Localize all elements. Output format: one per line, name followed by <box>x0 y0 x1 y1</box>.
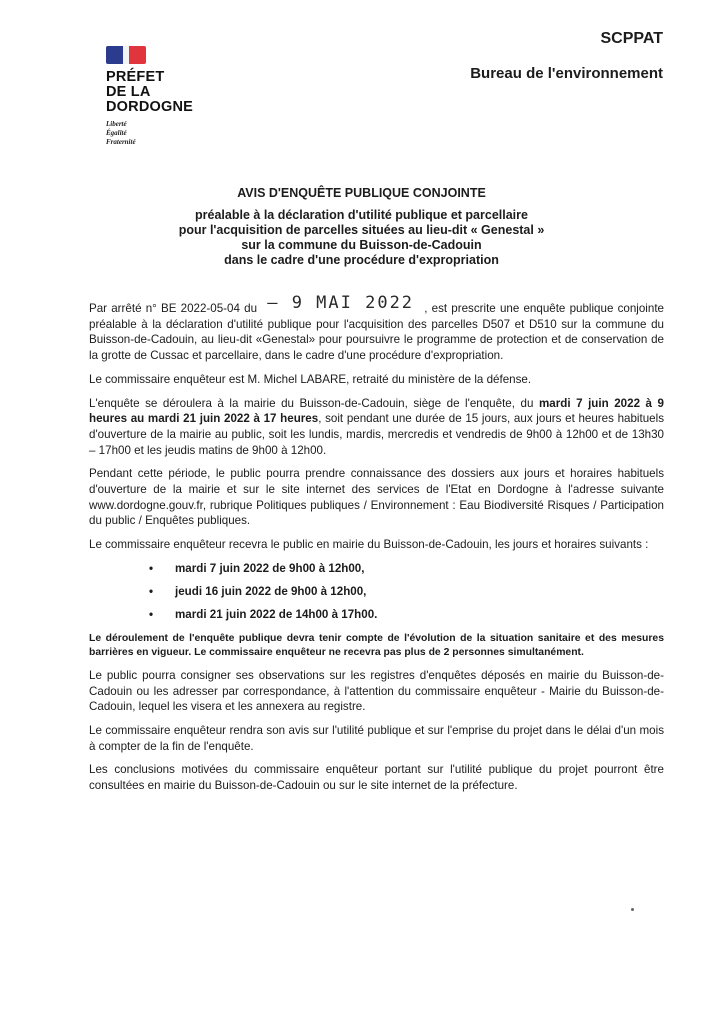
prefecture-name-line: PRÉFET <box>106 69 165 85</box>
conclusions-paragraph: Les conclusions motivées du commissaire enquêteur portant sur l'utilité publique du projet pourront être consultées en mairie du Buisson-de-Cadouin ou sur le site internet de la préfecture. <box>89 763 664 793</box>
prefecture-name <box>106 70 226 115</box>
inquiry-period-intro: L'enquête se déroulera à la mairie du Buisson-de-Cadouin, siège de l'enquête, du <box>89 396 539 410</box>
notice-subtitle-line: pour l'acquisition de parcelles situées au lieu-dit « Genestal » <box>178 223 545 237</box>
prefecture-name-line: DE LA <box>106 84 151 100</box>
bullet-icon: • <box>149 561 154 575</box>
decree-paragraph <box>89 293 665 364</box>
sanitary-notice: Le déroulement de l'enquête publique devra tenir compte de l'évolution de la situation sanitaire et des mesures barrières en vigueur. Le commissaire enquêteur ne recevra pas plus de 2 personnes simultanément. <box>89 632 664 658</box>
notice-title <box>60 186 663 268</box>
decree-prefix: Par arrêté n° BE 2022-05-04 du <box>89 302 262 315</box>
list-item <box>89 603 664 626</box>
reception-paragraph: Le commissaire enquêteur recevra le public en mairie du Buisson-de-Cadouin, les jours et horaires suivants : <box>89 538 649 552</box>
bullet-icon: • <box>149 607 154 621</box>
marianne-flag-icon <box>106 44 148 66</box>
prefecture-logo <box>106 44 226 147</box>
prefecture-name-line: DORDOGNE <box>106 99 193 115</box>
notice-body <box>89 293 665 802</box>
inquiry-period-paragraph <box>89 396 664 459</box>
scan-speck <box>631 908 634 911</box>
inquiry-period-hours: , soit pendant une durée de 15 jours, aux jours et heures habituels d'ouverture de la mairie au public, soit les lundis, mardis, mercredis et vendredis de 9h00 à 12h00 et de 13h30 – 17h00 et les jeudis matins de 9h00 à 12h00. <box>89 412 664 457</box>
flag-red-band <box>129 46 146 64</box>
list-item <box>89 557 664 580</box>
decree-text: , est prescrite une enquête publique conjointe préalable à la déclaration d'utilité publique pour l'acquisition des parcelles D507 et D510 sur la commune du Buisson-de-Cadouin, au lieu-dit «Genestal» pour poursuivre le programme de protection et de conservation de la grotte de Cussac et parcellaire, dans le cadre d'une procédure d'expropriation. <box>89 302 665 363</box>
motto-line: Fraternité <box>106 138 136 146</box>
reception-date: mardi 21 juin 2022 de 14h00 à 17h00. <box>175 607 378 621</box>
motto-line: Liberté <box>106 120 127 128</box>
date-stamp: – 9 MAI 2022 <box>267 293 415 313</box>
reception-date: mardi 7 juin 2022 de 9h00 à 12h00, <box>175 561 365 575</box>
motto-line: Égalité <box>106 129 127 137</box>
opinion-paragraph: Le commissaire enquêteur rendra son avis sur l'utilité publique et sur l'emprise du projet dans le délai d'un mois à compter de la fin de l'enquête. <box>89 723 664 753</box>
notice-subtitle-line: préalable à la déclaration d'utilité publique et parcellaire <box>195 208 528 222</box>
service-header <box>470 30 663 83</box>
inquiry-period-dates: mardi 7 juin 2022 à 9 heures au mardi 21 juin 2022 à 17 heures <box>89 396 665 426</box>
observations-paragraph: Le public pourra consigner ses observations sur les registres d'enquêtes déposés en mairie du Buisson-de-Cadouin ou les adresser par correspondance, à l'attention du commissaire enquêteur - Mairie du Buisson-de-Cadouin, lequel les visera et les annexera au registre. <box>89 668 664 714</box>
bullet-icon: • <box>149 584 154 598</box>
bureau-name: Bureau de l'environnement <box>470 65 663 82</box>
consultation-paragraph: Pendant cette période, le public pourra prendre connaissance des dossiers aux jours et horaires habituels d'ouverture de la mairie et sur le site internet des services de l'Etat en Dordogne à l'adresse suivante www.dordogne.gouv.fr, rubrique Politiques publiques / Environnement : Eau Biodiversité Risques / Participation du public / Enquêtes publiques. <box>89 467 664 528</box>
service-acronym: SCPPAT <box>600 30 663 47</box>
notice-subtitle-line: sur la commune du Buisson-de-Cadouin <box>241 238 482 252</box>
commissioner-paragraph: Le commissaire enquêteur est M. Michel LABARE, retraité du ministère de la défense. <box>89 372 532 386</box>
reception-dates-list <box>89 557 664 626</box>
reception-date: jeudi 16 juin 2022 de 9h00 à 12h00, <box>175 584 367 598</box>
flag-blue-band <box>106 46 123 64</box>
notice-subtitle-line: dans le cadre d'une procédure d'expropriation <box>224 253 499 267</box>
republic-motto <box>106 120 226 147</box>
notice-main-title: AVIS D'ENQUÊTE PUBLIQUE CONJOINTE <box>237 186 486 200</box>
list-item <box>89 580 664 603</box>
